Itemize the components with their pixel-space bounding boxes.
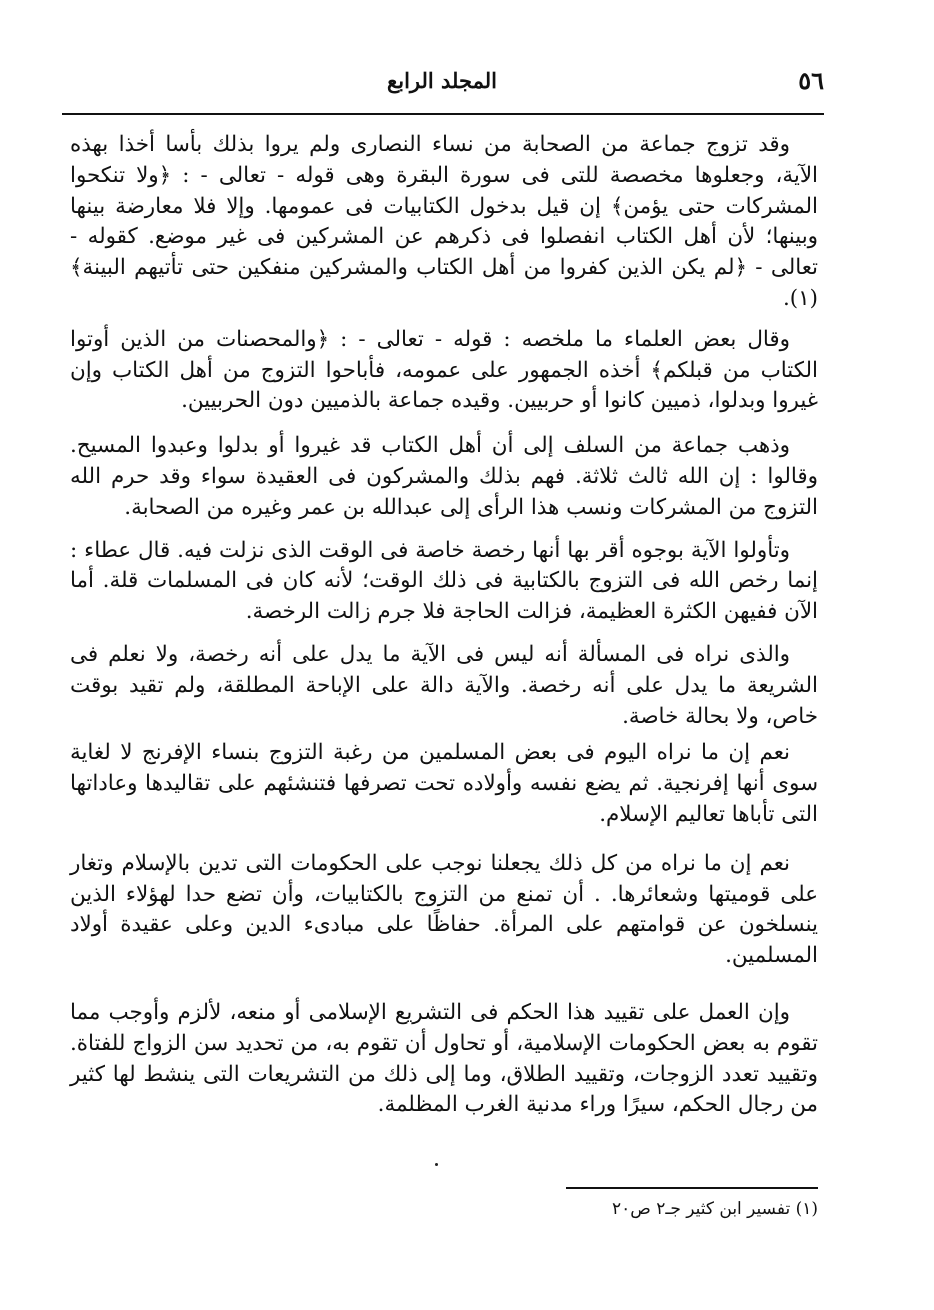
paragraph: وإن العمل على تقييد هذا الحكم فى التشريع الإسلامى أو منعه، لألزم وأوجب مما تقوم به بعض الحكومات الإسلامية، أو تحاول أن تقوم به، من تحديد سن الزواج للفتاة. وتقييد تعدد الزوجات، وتقييد الطلاق، وما إلى ذلك من التشريعات التى ينشط لها كثير من رجال الحكم، سيرًا وراء مدنية الغرب المظلمة. [70, 999, 818, 1118]
paragraph: وذهب جماعة من السلف إلى أن أهل الكتاب قد غيروا أو بدلوا وعبدوا المسيح. وقالوا : إن الله ثالث ثلاثة. فهم بذلك والمشركون فى العقيدة سواء وقد حرم الله التزوج من المشركات ونسب هذا الرأى إلى عبدالله بن عمر وغيره من الصحابة. [70, 433, 818, 520]
paragraph: وتأولوا الآية بوجوه أقر بها أنها رخصة خاصة فى الوقت الذى نزلت فيه. قال عطاء : إنما رخص الله فى التزوج بالكتابية فى ذلك الوقت؛ لأنه كان فى المسلمات قلة. أما الآن ففيهن الكثرة العظيمة، فزالت الحاجة فلا جرم زالت الرخصة. [70, 537, 818, 625]
footnote: (١) تفسير ابن كثير جـ٢ ص٢٠ [611, 1199, 818, 1219]
paragraph: والذى نراه فى المسألة أنه ليس فى الآية ما يدل على أنه رخصة، ولا نعلم فى الشريعة ما يدل على أنه رخصة. والآية دالة على الإباحة المطلقة، ولم تقيد بوقت خاص، ولا بحالة خاصة. [70, 641, 818, 729]
paragraph: وقال بعض العلماء ما ملخصه : قوله - تعالى - : ﴿والمحصنات من الذين أوتوا الكتاب من قبلكم﴾ أخذه الجمهور على عمومه، فأباحوا التزوج من أهل الكتاب وإن غيروا وبدلوا، ذميين كانوا أو حربيين. وقيده جماعة بالذميين دون الحربيين. [70, 326, 818, 414]
running-title: المجلد الرابع [387, 68, 497, 93]
print-speck [435, 1163, 438, 1166]
paragraph: نعم إن ما نراه اليوم فى بعض المسلمين من رغبة التزوج بنساء الإفرنج لا لغاية سوى أنها إفرنجية. ثم يضع نفسه وأولاده تحت تصرفها فتنشئهم على تقاليدها وعاداتها التى تأباها تعاليم الإسلام. [70, 740, 818, 827]
body-text [70, 130, 818, 1121]
paragraph: نعم إن ما نراه من كل ذلك يجعلنا نوجب على الحكومات التى تدين بالإسلام وتغار على قوميتها وشعائرها. . أن تمنع من التزوج بالكتابيات، وأن تضع حدا لهؤلاء الذين ينسلخون عن قوامتهم على المرأة. حفاظًا على مبادىء الدين وعلى عقيدة أولاد المسلمين. [70, 850, 818, 969]
paragraph: وقد تزوج جماعة من الصحابة من نساء النصارى ولم يروا بذلك بأسا أخذا بهذه الآية، وجعلوها مخصصة للتى فى سورة البقرة وهى قوله - تعالى - : ﴿ولا تنكحوا المشركات حتى يؤمن﴾ إن قيل بدخول الكتابيات فى عمومها. وإلا فلا معارضة بينها وبينها؛ لأن أهل الكتاب انفصلوا فى ذكرهم عن المشركين فى غير موضع. كقوله - تعالى - ﴿لم يكن الذين كفروا من أهل الكتاب والمشركين منفكين حتى تأتيهم البينة﴾(١). [70, 132, 818, 311]
page-number: ٥٦ [798, 66, 824, 95]
footnote-rule [566, 1187, 818, 1189]
header-rule [62, 113, 824, 115]
page-header [60, 62, 824, 106]
